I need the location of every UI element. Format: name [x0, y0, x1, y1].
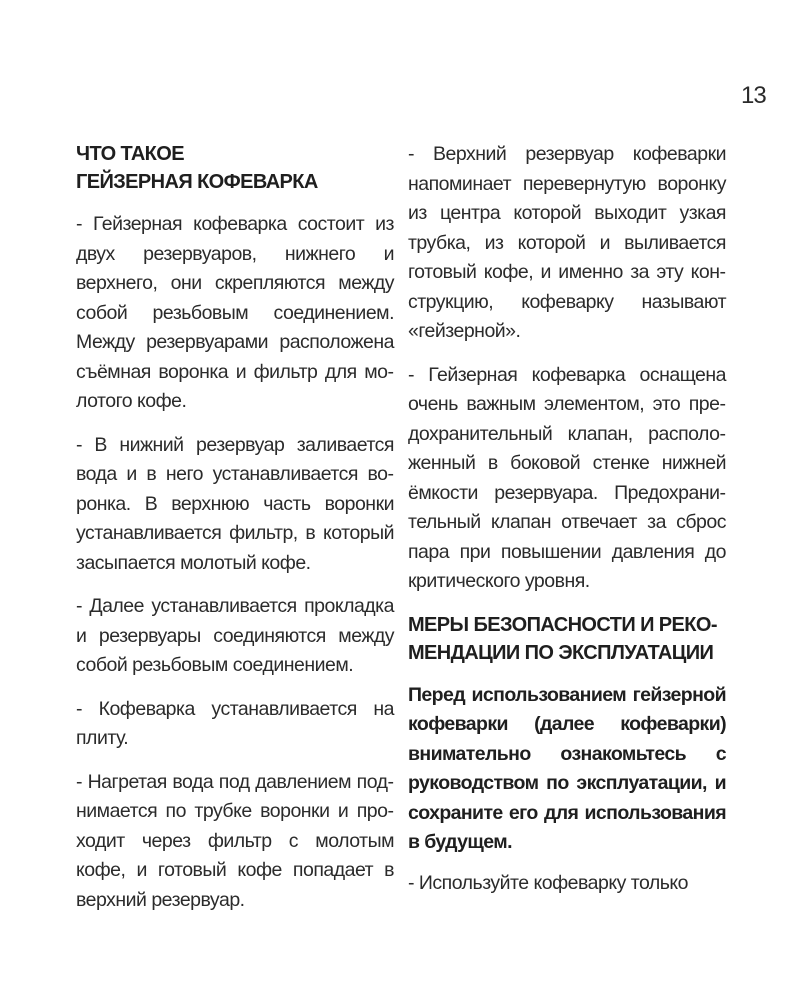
paragraph-safety-valve: - Гейзерная кофеварка оснащена очень важным элементом, это предохранительный клапан, расположенный в боковой стенке нижней ёмкости резервуара. Предохранительный клапан отвечает за сброс пара при повышении давления до критического уровня. — [408, 363, 726, 592]
heading-line: ЧТО ТАКОЕ — [76, 143, 184, 165]
paragraph-stove: - Кофеварка устанавливается на плиту. — [76, 697, 394, 749]
paragraph-upper-reservoir: - Верхний резервуар кофеварки напоминает перевернутую воронку из центра которой выходит узкая трубка, из которой и выливается готовый кофе, и именно за эту конструкцию, кофеварку называют «гейзерной». — [408, 143, 726, 342]
section-heading-safety — [408, 611, 726, 667]
paragraph-heated-water: - Нагретая вода под давлением поднимается по трубке воронки и проходит через фильтр с молотым кофе, и готовый кофе попадает в верхний резервуар. — [76, 770, 394, 911]
heading-line: МЕНДАЦИИ ПО ЭКСПЛУАТАЦИИ — [408, 641, 714, 664]
right-column — [408, 140, 726, 912]
heading-line: ГЕЙЗЕРНАЯ КОФЕВАРКА — [76, 171, 318, 193]
heading-line: МЕРЫ БЕЗОПАСНОСТИ И РЕКО- — [408, 613, 717, 636]
paragraph-use-only: - Используйте кофеварку только — [408, 871, 689, 894]
paragraph-lower-reservoir: - В нижний резервуар заливается вода и в него устанавливается воронка. В верхнюю часть воронки устанавливается фильтр, в который засыпается молотый кофе. — [76, 433, 394, 574]
page-number: 13 — [741, 82, 766, 109]
paragraph-description: - Гейзерная кофеварка состоит из двух резервуаров, нижнего и верхнего, они скрепляются между собой резьбовым соединением. Между резервуарами расположена съёмная воронка и фильтр для молотого кофе. — [76, 213, 394, 412]
left-column — [76, 140, 394, 929]
section-heading-what-is — [76, 140, 394, 196]
paragraph-read-manual: Перед использованием гейзерной кофеварки (далее кофеварки) внимательно ознакомьтесь с руководством по эксплуатации, и сохраните его для использования в будущем. — [408, 683, 726, 853]
paragraph-gasket: - Далее устанавливается прокладка и резервуары соединяются между собой резьбовым соединением. — [76, 595, 394, 676]
